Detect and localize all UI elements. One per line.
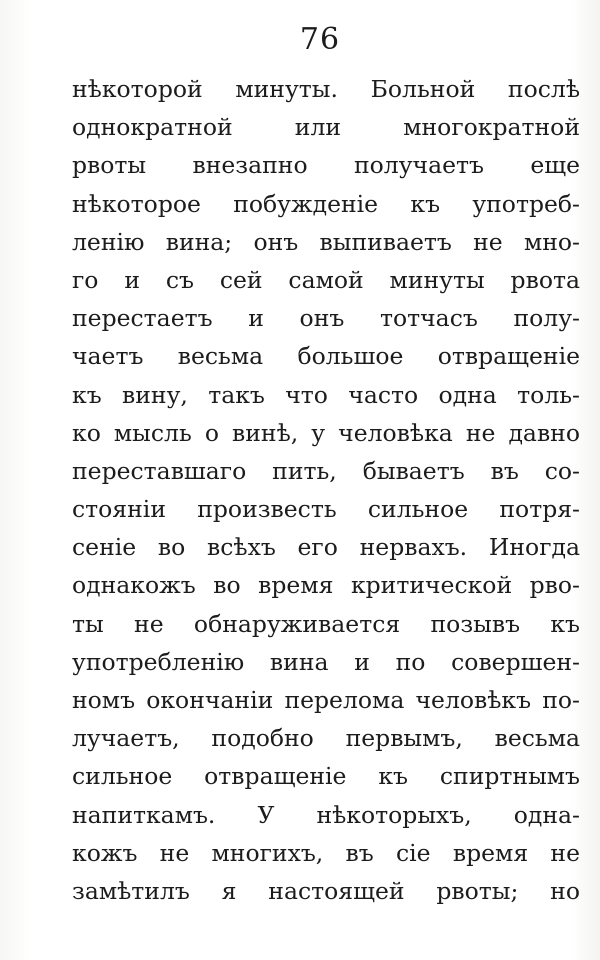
text-line: однакожъ во время критической рво- <box>72 571 580 600</box>
text-line: ленію вина; онъ выпиваетъ не мно- <box>72 227 580 256</box>
text-line: кожъ не многихъ, въ сіе время не <box>72 838 580 867</box>
text-line: номъ окончаніи перелома человѣкъ по- <box>72 686 580 714</box>
text-line: замѣтилъ я настоящей рвоты; но <box>72 876 580 905</box>
text-line: переставшаго пить, бываетъ въ со- <box>72 456 580 485</box>
text-line: къ вину, такъ что часто одна толь- <box>72 380 580 409</box>
text-line: нѣкоторой минуты. Больной послѣ <box>72 75 580 103</box>
text-line: ко мысль о винѣ, у человѣка не давно <box>72 418 580 447</box>
text-line: сеніе во всѣхъ его нервахъ. Иногда <box>72 533 580 562</box>
text-line: перестаетъ и онъ тотчасъ полу- <box>72 304 580 333</box>
text-line: сильное отвращеніе къ спиртнымъ <box>72 762 580 791</box>
text-line: ты не обнаруживается позывъ къ <box>72 609 580 638</box>
text-line: стояніи произвесть сильное потря- <box>72 495 580 524</box>
text-line: го и съ сей самой минуты рвота <box>72 265 580 294</box>
text-line: напиткамъ. У нѣкоторыхъ, одна- <box>72 800 580 829</box>
text-line: чаетъ весьма большое отвращеніе <box>72 342 580 371</box>
text-line: употребленію вина и по совершен- <box>72 647 580 676</box>
page-number: 76 <box>299 22 341 57</box>
body-text <box>72 70 580 910</box>
text-line: рвоты внезапно получаетъ еще <box>72 151 580 180</box>
text-line: нѣкоторое побужденіе къ употреб- <box>72 189 580 218</box>
text-line: лучаетъ, подобно первымъ, весьма <box>72 724 580 753</box>
text-line: однократной или многократной <box>72 113 580 142</box>
